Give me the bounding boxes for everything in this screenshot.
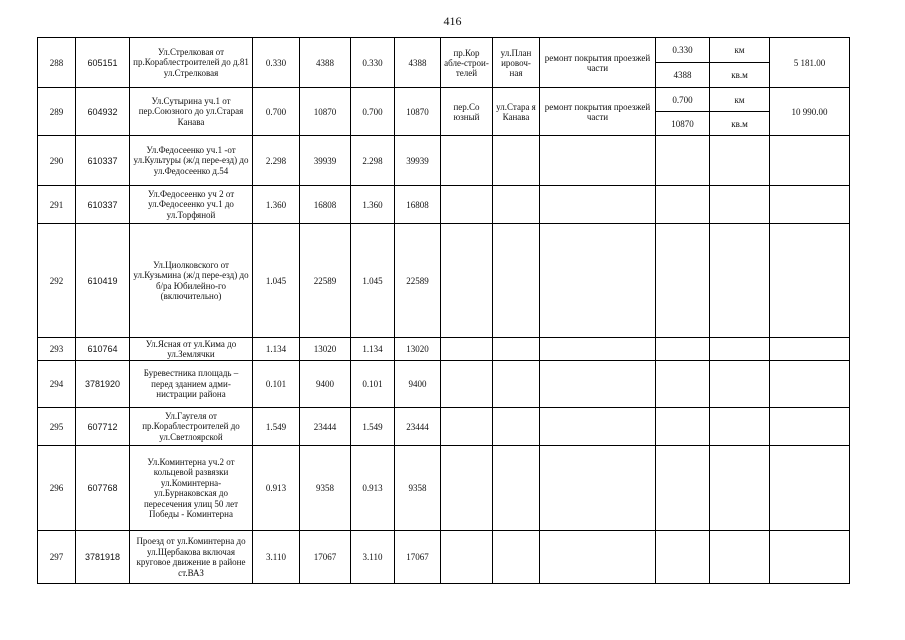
row-number: 295 <box>38 408 76 446</box>
section-to: ул.Стара я Канава <box>493 88 540 136</box>
section-to-empty <box>493 338 540 361</box>
unit-length: км <box>710 38 770 63</box>
unit-cell-empty <box>710 408 770 446</box>
road-name: Ул.Федосеенко уч.1 -от ул.Культуры (ж/д пере-езд) до ул.Федосеенко д.54 <box>130 136 253 186</box>
cost-empty <box>770 361 850 408</box>
work-type-empty <box>540 338 656 361</box>
length-km: 1.045 <box>253 224 300 338</box>
row-number: 293 <box>38 338 76 361</box>
quantity-cell-empty <box>656 446 710 531</box>
road-code: 605151 <box>76 38 130 88</box>
work-type-empty <box>540 408 656 446</box>
area-sqm: 16808 <box>300 186 351 224</box>
row-number: 294 <box>38 361 76 408</box>
length-km-2: 1.360 <box>351 186 395 224</box>
section-to-empty <box>493 446 540 531</box>
unit-cell-empty <box>710 361 770 408</box>
length-km-2: 0.330 <box>351 38 395 88</box>
quantity-cell-empty <box>656 338 710 361</box>
table-row <box>38 361 850 408</box>
unit-cell-empty <box>710 338 770 361</box>
road-code: 604932 <box>76 88 130 136</box>
length-km-2: 1.549 <box>351 408 395 446</box>
road-code: 610419 <box>76 224 130 338</box>
table-row <box>38 338 850 361</box>
road-name: Проезд от ул.Коминтерна до ул.Щербакова включая круговое движение в районе ст.ВАЗ <box>130 531 253 584</box>
area-sqm: 23444 <box>300 408 351 446</box>
section-to: ул.План ировоч-ная <box>493 38 540 88</box>
section-from-empty <box>441 136 493 186</box>
row-number: 296 <box>38 446 76 531</box>
road-name: Ул.Гаугеля от пр.Кораблестроителей до ул.Светлоярской <box>130 408 253 446</box>
area-sqm-2: 22589 <box>395 224 441 338</box>
length-km-2: 0.700 <box>351 88 395 136</box>
area-sqm: 10870 <box>300 88 351 136</box>
road-name: Ул.Циолковского от ул.Кузьмина (ж/д пере-езд) до б/ра Юбилейно-го (включительно) <box>130 224 253 338</box>
table-row <box>38 186 850 224</box>
section-to-empty <box>493 224 540 338</box>
cost: 5 181.00 <box>770 38 850 88</box>
work-type: ремонт покрытия проезжей части <box>540 88 656 136</box>
length-km-2: 0.101 <box>351 361 395 408</box>
section-from-empty <box>441 446 493 531</box>
row-number: 289 <box>38 88 76 136</box>
unit-length: км <box>710 88 770 112</box>
work-type-empty <box>540 446 656 531</box>
section-to-empty <box>493 186 540 224</box>
work-type-empty <box>540 361 656 408</box>
section-from: пр.Кор абле-строи-телей <box>441 38 493 88</box>
cost-empty <box>770 408 850 446</box>
length-km: 1.360 <box>253 186 300 224</box>
unit-cell-empty <box>710 531 770 584</box>
cost-empty <box>770 338 850 361</box>
section-from-empty <box>441 224 493 338</box>
road-code: 610337 <box>76 186 130 224</box>
length-km-2: 1.134 <box>351 338 395 361</box>
road-register-table <box>37 37 850 584</box>
section-to-empty <box>493 361 540 408</box>
unit-cell-empty <box>710 224 770 338</box>
work-type: ремонт покрытия проезжей части <box>540 38 656 88</box>
unit-cell-empty <box>710 136 770 186</box>
cost-empty <box>770 446 850 531</box>
table-row <box>38 531 850 584</box>
area-sqm: 4388 <box>300 38 351 88</box>
unit-area: кв.м <box>710 112 770 136</box>
section-to-empty <box>493 408 540 446</box>
table-row <box>38 38 850 63</box>
row-number: 291 <box>38 186 76 224</box>
road-name: Ул.Федосеенко уч 2 от ул.Федосеенко уч.1 до ул.Торфяной <box>130 186 253 224</box>
page-number: 416 <box>443 14 462 28</box>
unit-area: кв.м <box>710 63 770 88</box>
length-km-2: 0.913 <box>351 446 395 531</box>
road-name: Буревестника площадь – перед зданием адми-нистрации района <box>130 361 253 408</box>
length-km-2: 1.045 <box>351 224 395 338</box>
cost-empty <box>770 136 850 186</box>
table-row <box>38 224 850 338</box>
road-name: Ул.Коминтерна уч.2 от кольцевой развязки ул.Коминтерна-ул.Бурнаковская до пересечения улиц 50 лет Победы - Коминтерна <box>130 446 253 531</box>
quantity-cell-empty <box>656 531 710 584</box>
length-km: 1.134 <box>253 338 300 361</box>
cost-empty <box>770 224 850 338</box>
table-row <box>38 136 850 186</box>
unit-cell-empty <box>710 186 770 224</box>
table-row <box>38 446 850 531</box>
row-number: 297 <box>38 531 76 584</box>
section-from-empty <box>441 186 493 224</box>
work-type-empty <box>540 531 656 584</box>
road-code: 3781920 <box>76 361 130 408</box>
length-km-2: 2.298 <box>351 136 395 186</box>
section-from-empty <box>441 338 493 361</box>
road-code: 610764 <box>76 338 130 361</box>
section-to-empty <box>493 136 540 186</box>
quantity-cell-empty <box>656 408 710 446</box>
length-km: 1.549 <box>253 408 300 446</box>
road-code: 607712 <box>76 408 130 446</box>
area-sqm-2: 17067 <box>395 531 441 584</box>
quantity-cell-empty <box>656 136 710 186</box>
quantity-cell-empty <box>656 186 710 224</box>
row-number: 290 <box>38 136 76 186</box>
area-sqm: 9400 <box>300 361 351 408</box>
road-code: 3781918 <box>76 531 130 584</box>
work-type-empty <box>540 224 656 338</box>
section-from-empty <box>441 408 493 446</box>
area-sqm-2: 39939 <box>395 136 441 186</box>
area-sqm: 9358 <box>300 446 351 531</box>
cost-empty <box>770 186 850 224</box>
road-name: Ул.Стрелковая от пр.Кораблестроителей до д.81 ул.Стрелковая <box>130 38 253 88</box>
area-sqm: 13020 <box>300 338 351 361</box>
length-km-2: 3.110 <box>351 531 395 584</box>
cost-empty <box>770 531 850 584</box>
length-km: 0.330 <box>253 38 300 88</box>
area-sqm: 39939 <box>300 136 351 186</box>
road-name: Ул.Сутырина уч.1 от пер.Союзного до ул.Старая Канава <box>130 88 253 136</box>
table-row <box>38 88 850 112</box>
quantity-area: 10870 <box>656 112 710 136</box>
section-to-empty <box>493 531 540 584</box>
row-number: 288 <box>38 38 76 88</box>
row-number: 292 <box>38 224 76 338</box>
work-type-empty <box>540 136 656 186</box>
area-sqm-2: 9400 <box>395 361 441 408</box>
work-type-empty <box>540 186 656 224</box>
length-km: 0.101 <box>253 361 300 408</box>
area-sqm-2: 10870 <box>395 88 441 136</box>
area-sqm-2: 4388 <box>395 38 441 88</box>
section-from-empty <box>441 531 493 584</box>
table-row <box>38 408 850 446</box>
road-name: Ул.Ясная от ул.Кима до ул.Землячки <box>130 338 253 361</box>
quantity-length: 0.330 <box>656 38 710 63</box>
section-from-empty <box>441 361 493 408</box>
cost: 10 990.00 <box>770 88 850 136</box>
section-from: пер.Со юзный <box>441 88 493 136</box>
quantity-length: 0.700 <box>656 88 710 112</box>
length-km: 0.913 <box>253 446 300 531</box>
area-sqm-2: 9358 <box>395 446 441 531</box>
length-km: 3.110 <box>253 531 300 584</box>
road-code: 610337 <box>76 136 130 186</box>
quantity-cell-empty <box>656 224 710 338</box>
area-sqm-2: 13020 <box>395 338 441 361</box>
area-sqm: 17067 <box>300 531 351 584</box>
length-km: 2.298 <box>253 136 300 186</box>
length-km: 0.700 <box>253 88 300 136</box>
quantity-cell-empty <box>656 361 710 408</box>
area-sqm-2: 23444 <box>395 408 441 446</box>
road-code: 607768 <box>76 446 130 531</box>
area-sqm-2: 16808 <box>395 186 441 224</box>
quantity-area: 4388 <box>656 63 710 88</box>
area-sqm: 22589 <box>300 224 351 338</box>
unit-cell-empty <box>710 446 770 531</box>
